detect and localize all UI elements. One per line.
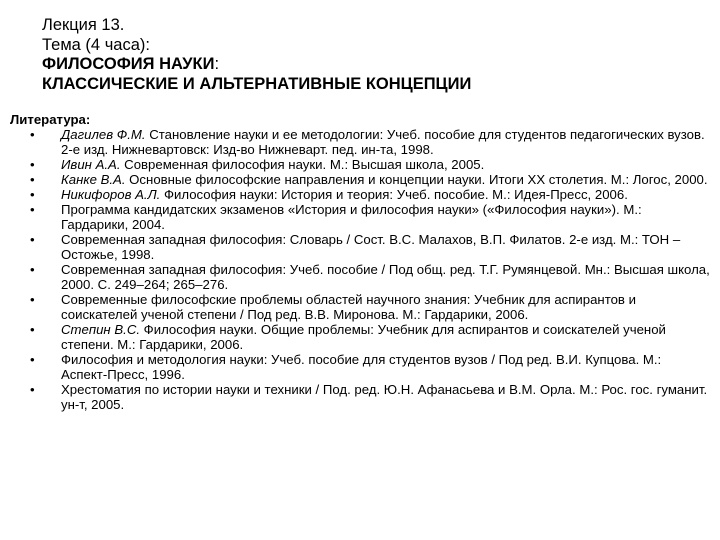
reference-text: Современные философские проблемы областей научного знания: Учебник для аспирантов и соискателей ученой степени / Под ред. В.В. Миронова. М.: Гардарики, 2006.: [61, 292, 636, 322]
reference-item: [10, 232, 710, 262]
main-title-text: ФИЛОСОФИЯ НАУКИ: [42, 55, 215, 73]
reference-item: [10, 187, 710, 202]
reference-item: [10, 352, 710, 382]
bullet-icon: •: [30, 187, 35, 202]
reference-item: [10, 262, 710, 292]
reference-author: Ивин А.А.: [61, 157, 121, 172]
bullet-icon: •: [30, 202, 35, 217]
bullet-icon: •: [30, 232, 35, 247]
reference-item: [10, 292, 710, 322]
topic-line: Тема (4 часа):: [42, 35, 150, 54]
reference-text: Современная западная философия: Учеб. пособие / Под общ. ред. Т.Г. Румянцевой. Мн.: Высшая школа, 2000. С. 249–264; 265–276.: [61, 262, 710, 292]
reference-text: Современная западная философия: Словарь / Сост. В.С. Малахов, В.П. Филатов. 2-е изд. М.: ТОН – Остожье, 1998.: [61, 232, 681, 262]
reference-author: Степин В.С.: [61, 322, 141, 337]
bullet-icon: •: [30, 292, 35, 307]
bullet-icon: •: [30, 322, 35, 337]
main-title-colon: :: [214, 55, 220, 73]
reference-text: Философия науки: История и теория: Учеб. пособие. М.: Идея-Пресс, 2006.: [160, 187, 628, 202]
reference-item: [10, 202, 710, 232]
reference-text: Философия науки. Общие проблемы: Учебник для аспирантов и соискателей ученой степени. М.: Гардарики, 2006.: [61, 322, 666, 352]
subtitle: КЛАССИЧЕСКИЕ И АЛЬТЕРНАТИВНЫЕ КОНЦЕПЦИИ: [42, 74, 472, 93]
bullet-icon: •: [30, 382, 35, 397]
bullet-icon: •: [30, 352, 35, 367]
literature-heading: Литература:: [10, 112, 91, 127]
bullet-icon: •: [30, 127, 35, 142]
reference-list: [10, 127, 710, 412]
reference-item: [10, 127, 710, 157]
bullet-icon: •: [30, 262, 35, 277]
reference-author: Никифоров А.Л.: [61, 187, 161, 202]
reference-author: Канке В.А.: [61, 172, 126, 187]
main-title: [42, 55, 702, 75]
reference-item: [10, 382, 710, 412]
reference-text: Хрестоматия по истории науки и техники / Под. ред. Ю.Н. Афанасьева и В.М. Орла. М.: Рос. гос. гуманит. ун-т, 2005.: [61, 382, 708, 412]
reference-text: Становление науки и ее методологии: Учеб. пособие для студентов педагогических вузов. 2-е изд. Нижневартовск: Изд-во Нижневарт. пед. ин-та, 1998.: [61, 127, 705, 157]
lecture-number: Лекция 13.: [42, 16, 125, 34]
reference-text: Философия и методология науки: Учеб. пособие для студентов вузов / Под ред. В.И. Купцова. М.: Аспект-Пресс, 1996.: [61, 352, 662, 382]
title-block: [42, 16, 702, 94]
reference-item: [10, 322, 710, 352]
reference-author: Дагилев Ф.М.: [61, 127, 146, 142]
literature-section: [10, 112, 710, 412]
reference-text: Современная философия науки. М.: Высшая школа, 2005.: [120, 157, 485, 172]
reference-text: Основные философские направления и концепции науки. Итоги XX столетия. М.: Логос, 2000.: [125, 172, 708, 187]
reference-item: [10, 172, 710, 187]
reference-item: [10, 157, 710, 172]
reference-text: Программа кандидатских экзаменов «История и философия науки» («Философия науки»). М.: Гардарики, 2004.: [61, 202, 642, 232]
bullet-icon: •: [30, 172, 35, 187]
bullet-icon: •: [30, 157, 35, 172]
